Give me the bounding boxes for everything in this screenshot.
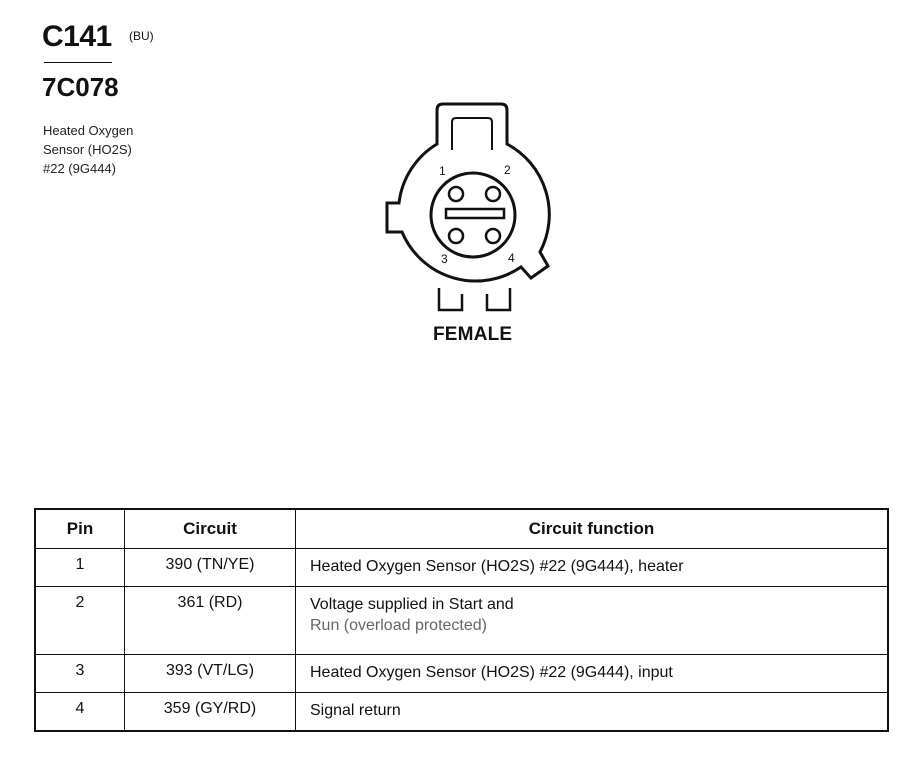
table-header-row xyxy=(35,509,888,549)
cavity-label-4: 4 xyxy=(508,251,515,265)
cavity-3 xyxy=(449,229,463,243)
header-circuit: Circuit xyxy=(125,509,296,549)
circuit-cell: 393 (VT/LG) xyxy=(125,655,296,693)
header-pin: Pin xyxy=(35,509,125,549)
table-row xyxy=(35,549,888,587)
function-line: Heated Oxygen Sensor (HO2S) #22 (9G444), input xyxy=(310,664,673,681)
circuit-cell: 390 (TN/YE) xyxy=(125,549,296,587)
view-label: FEMALE xyxy=(433,324,513,345)
component-name-line: #22 (9G444) xyxy=(43,161,116,176)
function-cell xyxy=(296,693,889,732)
pin-cell: 3 xyxy=(35,655,125,693)
component-name-line: Sensor (HO2S) xyxy=(43,142,132,157)
pin-cell: 1 xyxy=(35,549,125,587)
cavity-4 xyxy=(486,229,500,243)
connector-shell-outline xyxy=(387,104,549,281)
function-cell xyxy=(296,655,889,693)
function-cell xyxy=(296,587,889,655)
connector-color-code: (BU) xyxy=(129,29,154,43)
function-line: Heated Oxygen Sensor (HO2S) #22 (9G444), heater xyxy=(310,558,684,575)
pin-cell: 4 xyxy=(35,693,125,732)
cavity-label-3: 3 xyxy=(441,252,448,266)
latch-slot xyxy=(452,118,492,150)
cavity-1 xyxy=(449,187,463,201)
pin-cell: 2 xyxy=(35,587,125,655)
part-number: 7C078 xyxy=(42,72,119,102)
connector-face-diagram xyxy=(380,100,560,318)
table-row xyxy=(35,655,888,693)
cavity-label-1: 1 xyxy=(439,164,446,178)
center-key-bar xyxy=(446,209,504,218)
header-circuit-function: Circuit function xyxy=(296,509,889,549)
function-line: Run (overload protected) xyxy=(310,617,487,634)
component-name-line: Heated Oxygen xyxy=(43,123,134,138)
function-line: Voltage supplied in Start and xyxy=(310,596,514,613)
table-row xyxy=(35,587,888,655)
circuit-cell: 359 (GY/RD) xyxy=(125,693,296,732)
pinout-table xyxy=(34,508,889,732)
cavity-label-2: 2 xyxy=(504,163,511,177)
function-cell xyxy=(296,549,889,587)
function-line: Signal return xyxy=(310,702,401,719)
connector-id: C141 xyxy=(42,20,112,53)
component-name xyxy=(43,121,173,178)
title-divider xyxy=(44,62,112,63)
table-row xyxy=(35,693,888,732)
terminal-face xyxy=(431,173,515,257)
cavity-2 xyxy=(486,187,500,201)
bottom-tab-right xyxy=(487,288,510,310)
circuit-cell: 361 (RD) xyxy=(125,587,296,655)
bottom-tab-left xyxy=(439,288,462,310)
